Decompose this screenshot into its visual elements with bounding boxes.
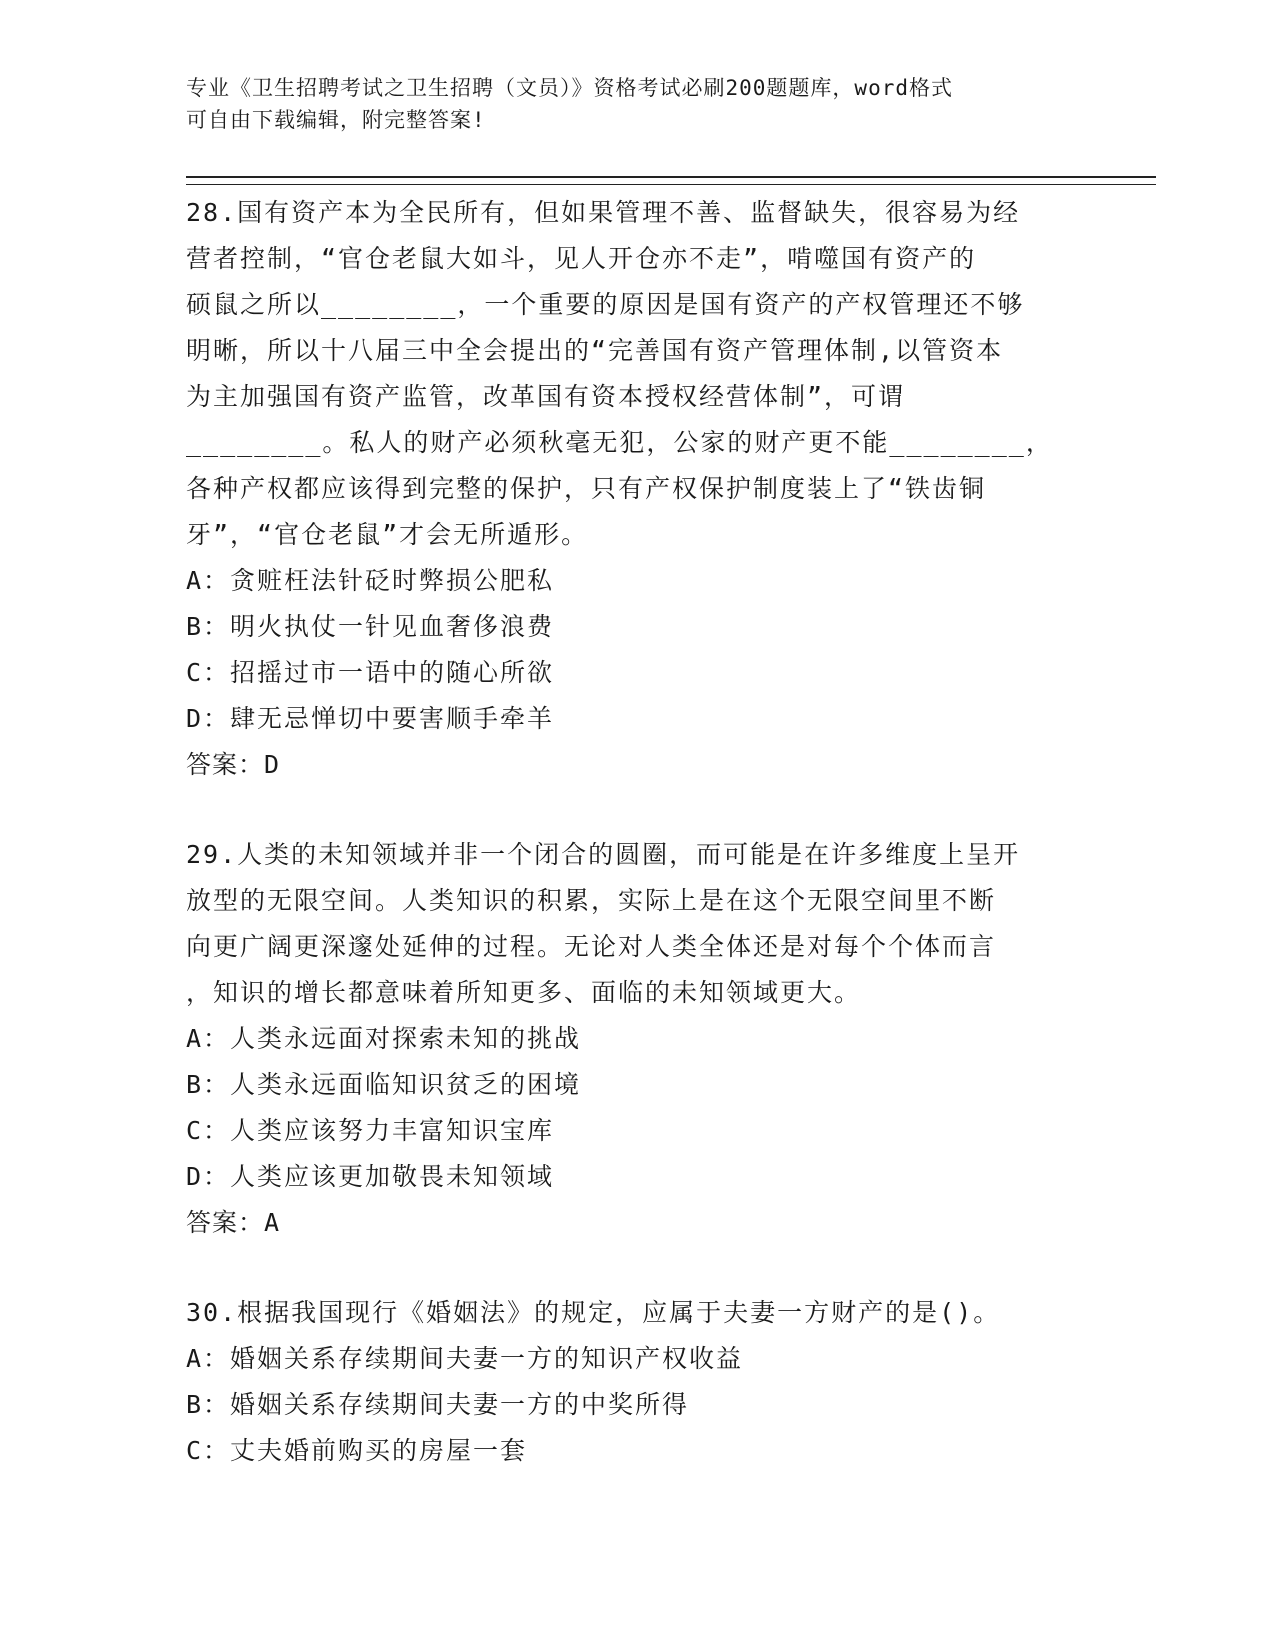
question-stem-line: 30.根据我国现行《婚姻法》的规定，应属于夫妻一方财产的是()。 — [186, 1298, 1001, 1327]
question-stem-line: ________。私人的财产必须秋毫无犯，公家的财产更不能________， — [186, 428, 1053, 457]
option-c: C：人类应该努力丰富知识宝库 — [186, 1116, 555, 1145]
answer-label: 答案：A — [186, 1208, 281, 1237]
question-stem-line: 28.国有资产本为全民所有，但如果管理不善、监督缺失，很容易为经 — [186, 198, 1021, 227]
question-30 — [186, 1290, 1086, 1474]
option-a: A：人类永远面对探索未知的挑战 — [186, 1024, 582, 1053]
question-spacer — [186, 788, 1086, 832]
question-28 — [186, 190, 1086, 788]
option-c: C：招摇过市一语中的随心所欲 — [186, 658, 555, 687]
question-stem-line: 为主加强国有资产监管，改革国有资本授权经营体制”，可谓 — [186, 382, 906, 411]
question-stem-line: 29.人类的未知领域并非一个闭合的圆圈，而可能是在许多维度上呈开 — [186, 840, 1021, 869]
question-stem-line: 放型的无限空间。人类知识的积累，实际上是在这个无限空间里不断 — [186, 886, 997, 915]
answer-label: 答案：D — [186, 750, 281, 779]
question-stem-line: 各种产权都应该得到完整的保护，只有产权保护制度装上了“铁齿铜 — [186, 474, 987, 503]
question-list — [186, 190, 1086, 1474]
option-c: C：丈夫婚前购买的房屋一套 — [186, 1436, 528, 1465]
question-stem-line: 牙”，“官仓老鼠”才会无所遁形。 — [186, 520, 589, 549]
header-line-2: 可自由下载编辑，附完整答案! — [186, 108, 486, 132]
document-header — [186, 72, 1086, 136]
question-stem-line: 明晰，所以十八届三中全会提出的“完善国有资产管理体制,以管资本 — [186, 336, 1004, 365]
option-d: D：人类应该更加敬畏未知领域 — [186, 1162, 555, 1191]
question-spacer — [186, 1246, 1086, 1290]
question-29 — [186, 832, 1086, 1246]
question-stem-line: ，知识的增长都意味着所知更多、面临的未知领域更大。 — [186, 978, 862, 1007]
option-d: D：肆无忌惮切中要害顺手牵羊 — [186, 704, 555, 733]
question-stem-line: 营者控制，“官仓老鼠大如斗，见人开仓亦不走”，啃噬国有资产的 — [186, 244, 977, 273]
question-stem-line: 硕鼠之所以________，一个重要的原因是国有资产的产权管理还不够 — [186, 290, 1025, 319]
option-a: A：婚姻关系存续期间夫妻一方的知识产权收益 — [186, 1344, 744, 1373]
question-stem-line: 向更广阔更深邃处延伸的过程。无论对人类全体还是对每个个体而言 — [186, 932, 997, 961]
header-divider — [186, 176, 1156, 185]
header-line-1: 专业《卫生招聘考试之卫生招聘（文员）》资格考试必刷200题题库，word格式 — [186, 76, 953, 100]
option-a: A：贪赃枉法针砭时弊损公肥私 — [186, 566, 555, 595]
option-b: B：明火执仗一针见血奢侈浪费 — [186, 612, 555, 641]
option-b: B：人类永远面临知识贫乏的困境 — [186, 1070, 582, 1099]
option-b: B：婚姻关系存续期间夫妻一方的中奖所得 — [186, 1390, 690, 1419]
